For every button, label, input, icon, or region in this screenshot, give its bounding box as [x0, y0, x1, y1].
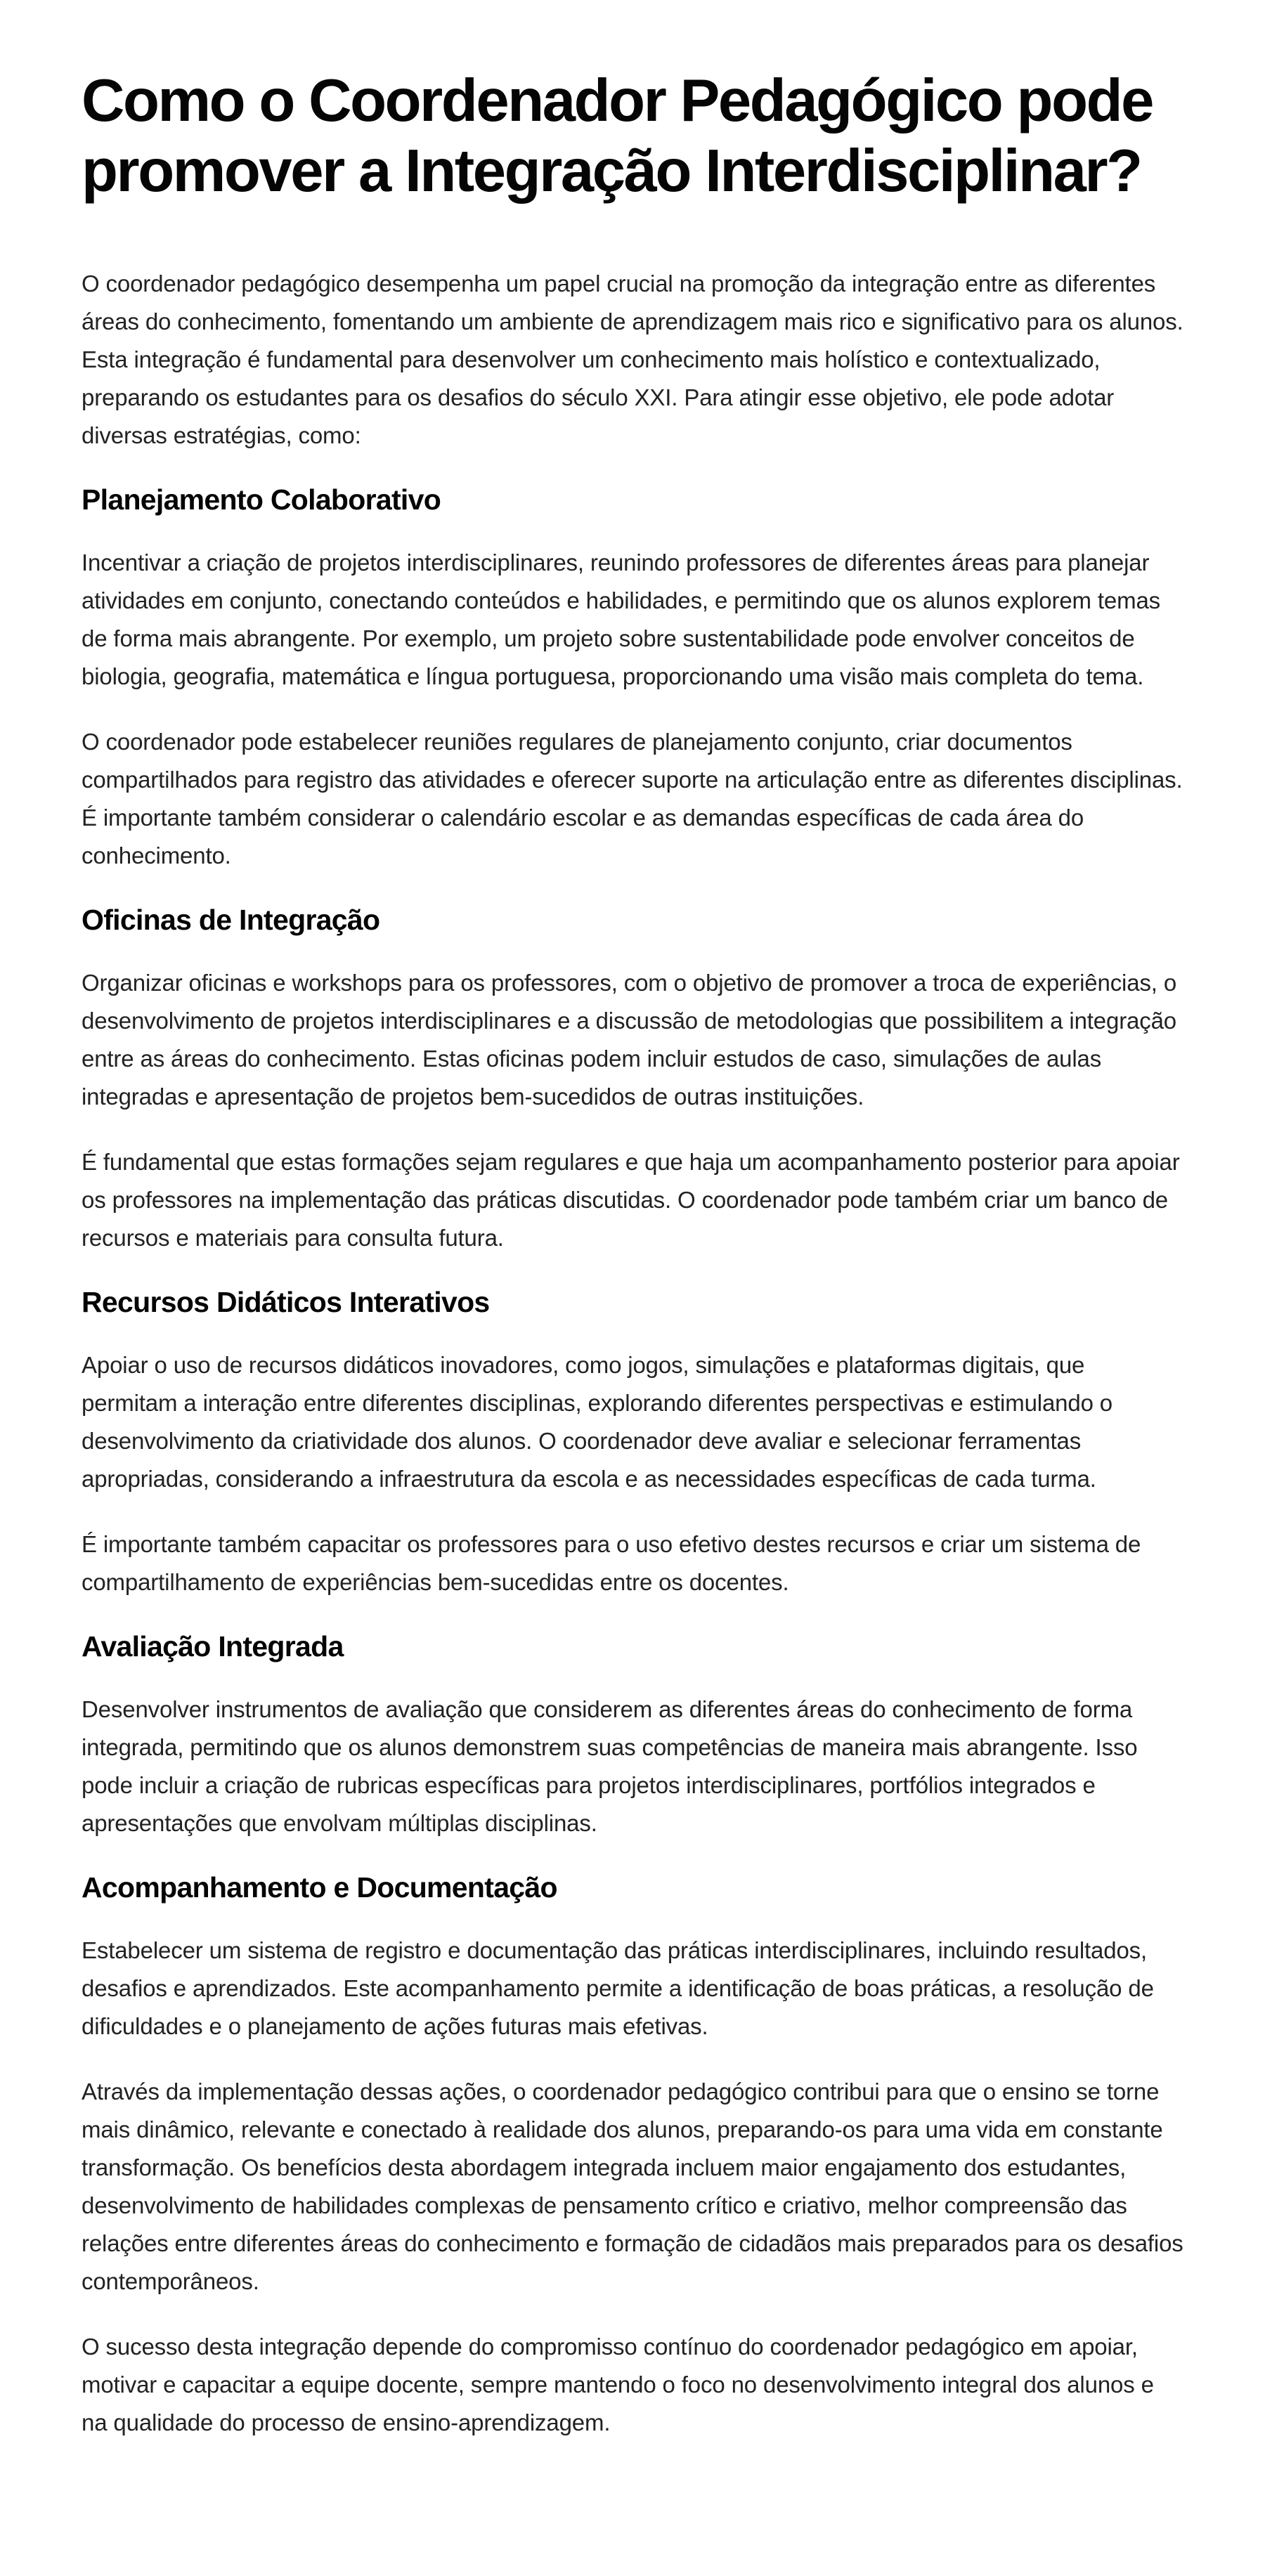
section-paragraph: É importante também capacitar os professores para o uso efetivo destes recursos e criar um sistema de compartilhamento de experiências bem-sucedidas entre os docentes.: [82, 1530, 1141, 1595]
section-paragraph: Incentivar a criação de projetos interdisciplinares, reunindo professores de diferentes áreas para planejar atividades em conjunto, conectando conteúdos e habilidades, e permitindo que os alunos explorem temas de forma mais abrangente. Por exemplo, um projeto sobre sustentabilidade pode envolver conceitos de biologia, geografia, matemática e língua portuguesa, proporcionando uma visão mais completa do tema.: [82, 549, 1160, 689]
section-heading: Planejamento Colaborativo: [82, 483, 441, 516]
section-planejamento-colaborativo: [82, 482, 1185, 875]
page-title: Como o Coordenador Pedagógico pode promover a Integração Interdisciplinar?: [82, 67, 1153, 205]
section-heading: Acompanhamento e Documentação: [82, 1871, 557, 1904]
section-acompanhamento-e-documentacao: [82, 1870, 1185, 2442]
section-heading: Oficinas de Integração: [82, 903, 380, 936]
section-paragraph: O sucesso desta integração depende do compromisso contínuo do coordenador pedagógico em apoiar, motivar e capacitar a equipe docente, sempre mantendo o foco no desenvolvimento integral dos alunos e na qualidade do processo de ensino-aprendizagem.: [82, 2333, 1154, 2435]
section-heading: Recursos Didáticos Interativos: [82, 1285, 490, 1318]
section-paragraph: Apoiar o uso de recursos didáticos inovadores, como jogos, simulações e plataformas digitais, que permitam a interação entre diferentes disciplinas, explorando diferentes perspectivas e estimulando o desenvolvimento da criatividade dos alunos. O coordenador deve avaliar e selecionar ferramentas apropriadas, considerando a infraestrutura da escola e as necessidades específicas de cada turma.: [82, 1351, 1112, 1492]
section-paragraph: Desenvolver instrumentos de avaliação que considerem as diferentes áreas do conhecimento de forma integrada, permitindo que os alunos demonstrem suas competências de maneira mais abrangente. Isso pode incluir a criação de rubricas específicas para projetos interdisciplinares, portfólios integrados e apresentações que envolvam múltiplas disciplinas.: [82, 1696, 1138, 1836]
section-heading: Avaliação Integrada: [82, 1629, 344, 1663]
section-oficinas-de-integracao: [82, 902, 1185, 1257]
section-paragraph: O coordenador pode estabelecer reuniões regulares de planejamento conjunto, criar documentos compartilhados para registro das atividades e oferecer suporte na articulação entre as diferentes disciplinas. É importante também considerar o calendário escolar e as demandas específicas de cada área do conhecimento.: [82, 728, 1183, 869]
intro-paragraph: O coordenador pedagógico desempenha um papel crucial na promoção da integração entre as diferentes áreas do conhecimento, fomentando um ambiente de aprendizagem mais rico e significativo para os alunos. Esta integração é fundamental para desenvolver um conhecimento mais holístico e contextualizado, preparando os estudantes para os desafios do século XXI. Para atingir esse objetivo, ele pode adotar diversas estratégias, como:: [82, 270, 1183, 448]
section-recursos-didaticos-interativos: [82, 1284, 1185, 1601]
section-paragraph: É fundamental que estas formações sejam regulares e que haja um acompanhamento posterior para apoiar os professores na implementação das práticas discutidas. O coordenador pode também criar um banco de recursos e materiais para consulta futura.: [82, 1148, 1180, 1251]
section-paragraph: Organizar oficinas e workshops para os professores, com o objetivo de promover a troca de experiências, o desenvolvimento de projetos interdisciplinares e a discussão de metodologias que possibilitem a integração entre as áreas do conhecimento. Estas oficinas podem incluir estudos de caso, simulações de aulas integradas e apresentação de projetos bem-sucedidos de outras instituições.: [82, 969, 1177, 1110]
section-paragraph: Estabelecer um sistema de registro e documentação das práticas interdisciplinares, incluindo resultados, desafios e aprendizados. Este acompanhamento permite a identificação de boas práticas, a resolução de dificuldades e o planejamento de ações futuras mais efetivas.: [82, 1937, 1154, 2039]
section-avaliacao-integrada: [82, 1629, 1185, 1842]
section-paragraph: Através da implementação dessas ações, o coordenador pedagógico contribui para que o ensino se torne mais dinâmico, relevante e conectado à realidade dos alunos, preparando-os para uma vida em constante transformação. Os benefícios desta abordagem integrada incluem maior engajamento dos estudantes, desenvolvimento de habilidades complexas de pensamento crítico e criativo, melhor compreensão das relações entre diferentes áreas do conhecimento e formação de cidadãos mais preparados para os desafios contemporâneos.: [82, 2078, 1183, 2294]
